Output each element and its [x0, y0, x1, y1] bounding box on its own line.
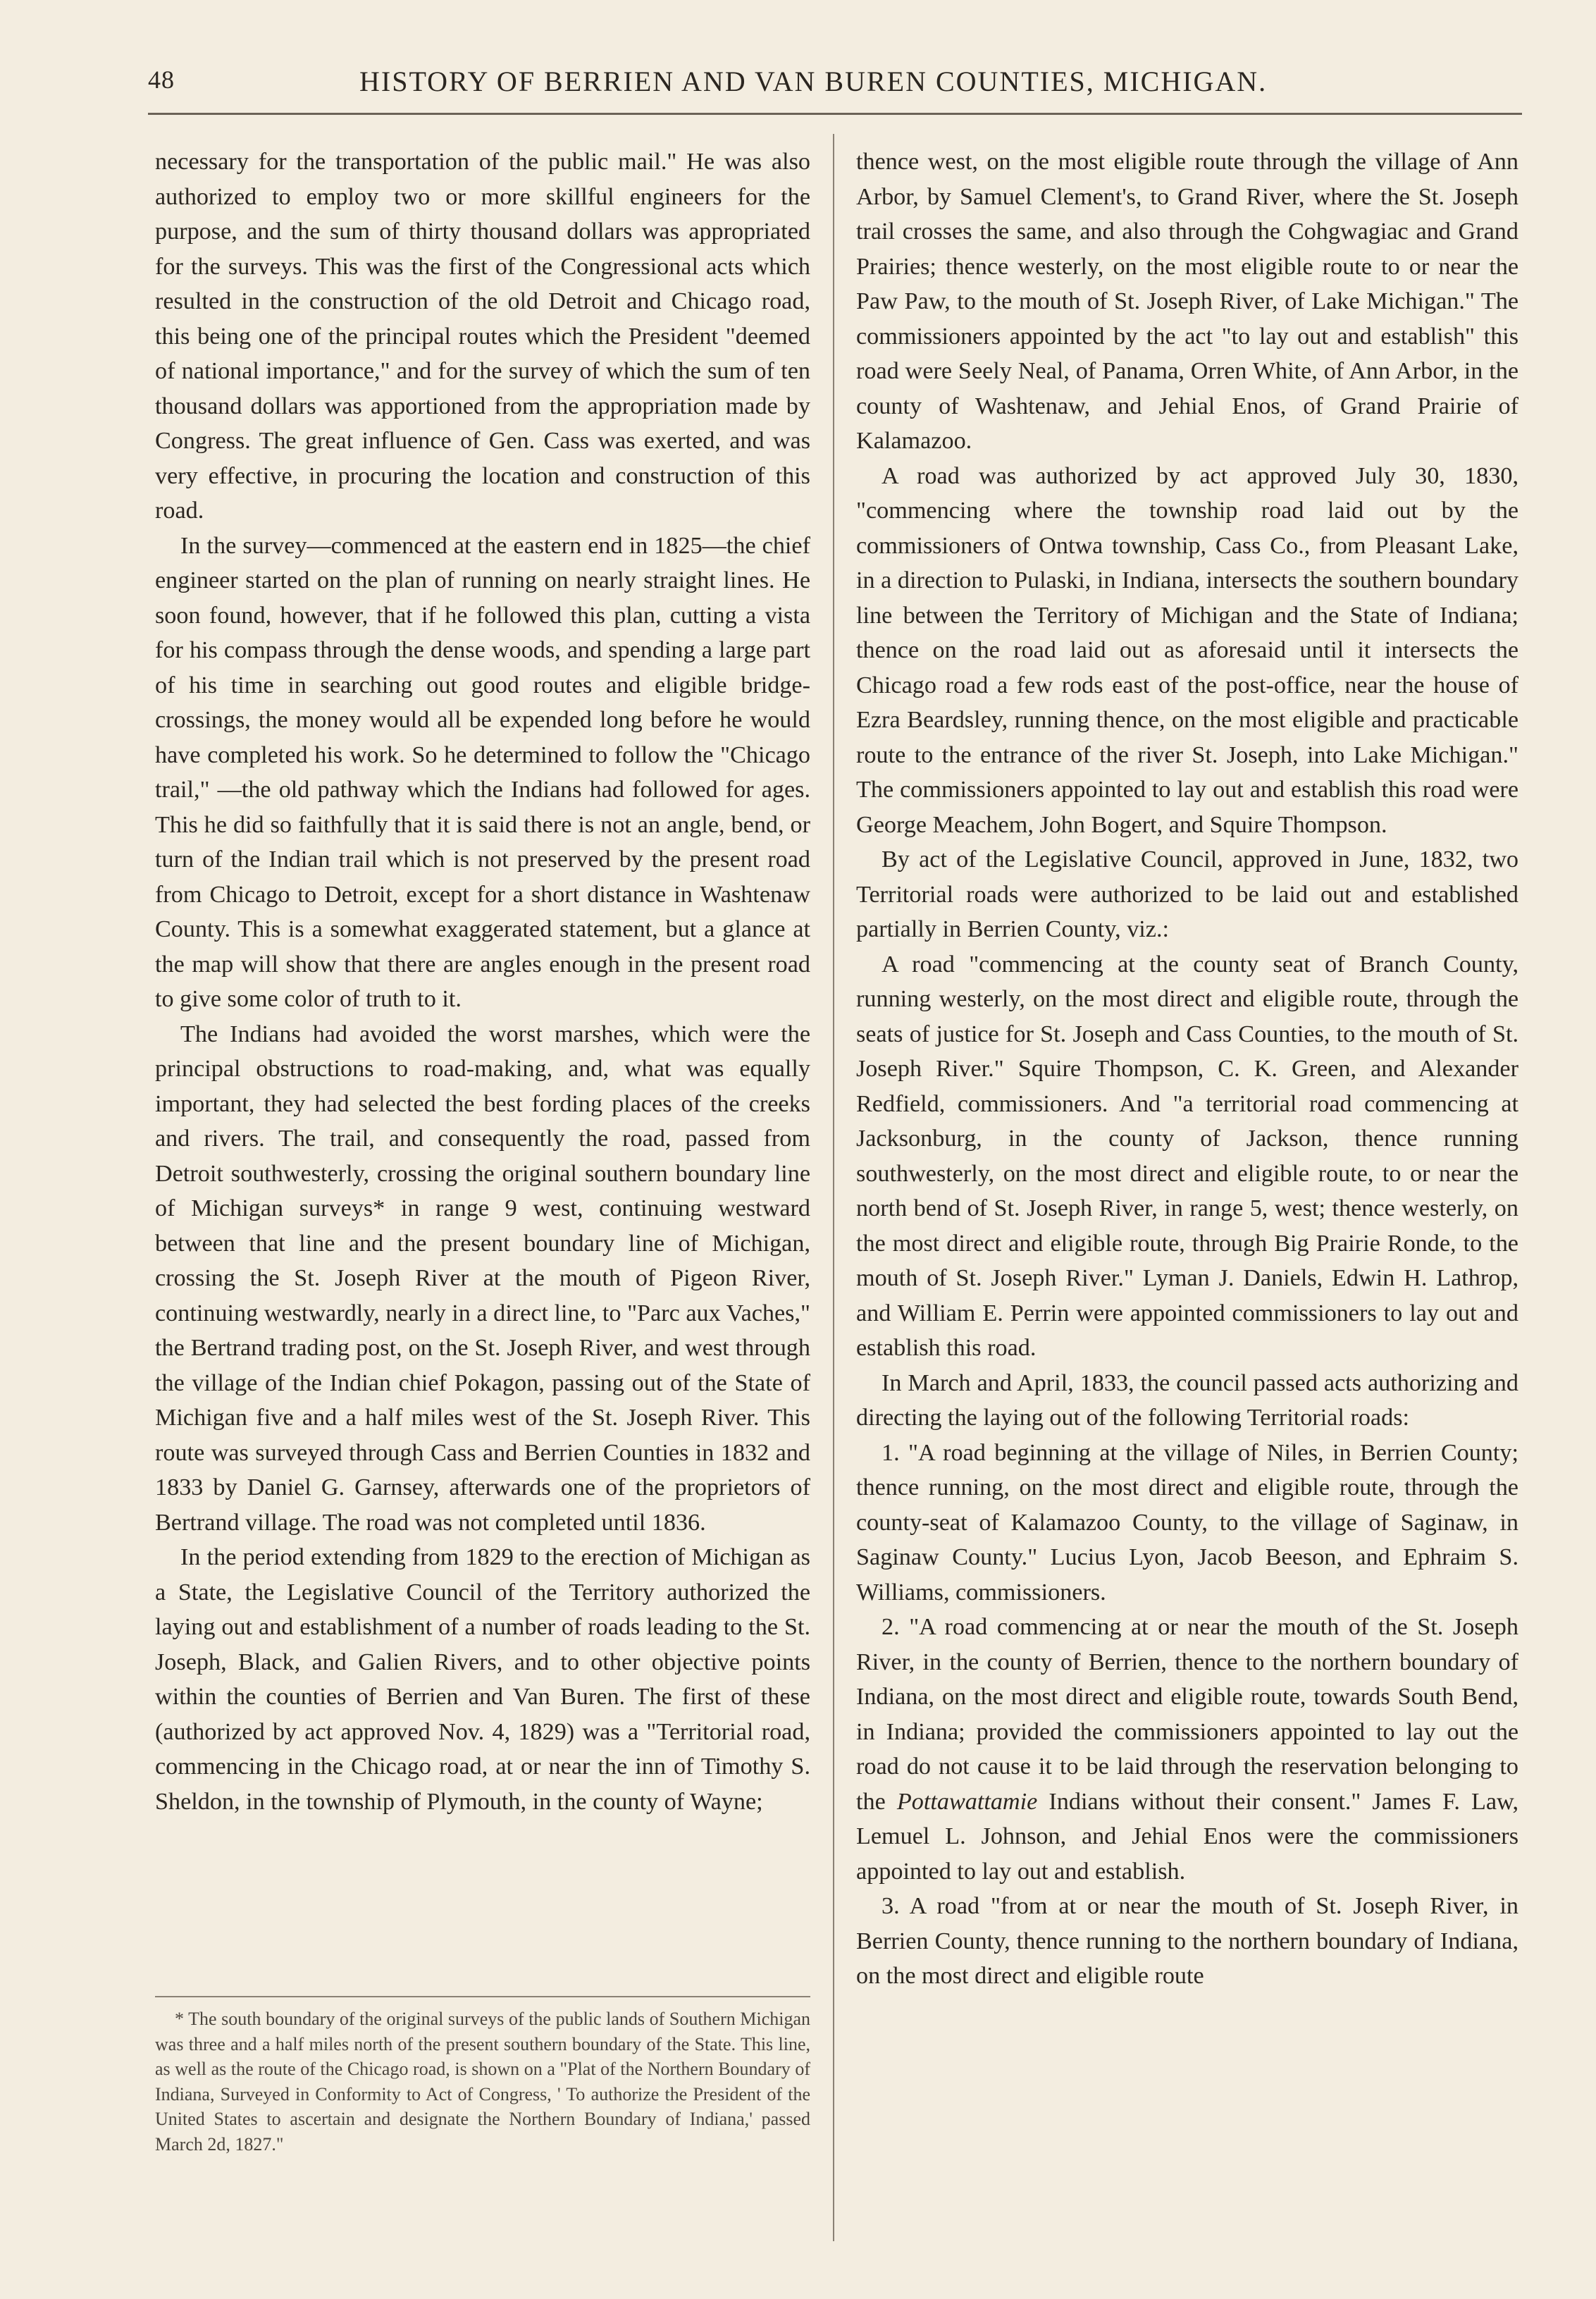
paragraph-text: 2. "A road commencing at or near the mouth of the St. Joseph River, in the county of Berrien, thence to the northern boundary of Indiana, on the most direct and eligible route, towards South Bend, in Indiana; provided the commissioners appointed to lay out the road do not cause it to be laid through the reservation belonging to the [856, 1614, 1518, 1815]
paragraph: necessary for the transportation of the public mail." He was also authorized to employ two or more skillful engineers for the purpose, and the sum of thirty thousand dollars was appropriated for the surveys. This was the first of the Congressional acts which resulted in the construction of the old Detroit and Chicago road, this being one of the principal routes which the President "deemed of national importance," and for the survey of which the sum of ten thousand dollars was apportioned from the appropriation made by Congress. The great influence of Gen. Cass was exerted, and was very effective, in procuring the location and construction of this road. [155, 149, 810, 524]
paragraph-text: Indians without their consent." James F. Law, Lemuel L. Johnson, and Jehial Enos were the commissioners appointed to lay out and establish. [856, 1788, 1519, 1885]
paragraph: By act of the Legislative Council, approved in June, 1832, two Territorial roads were authorized to be laid out and established partially in Berrien County, viz.: [856, 846, 1518, 942]
paragraph: In the period extending from 1829 to the erection of Michigan as a State, the Legislative Council of the Territory authorized the laying out and establishment of a number of roads leading to the St. Joseph, Black, and Galien Rivers, and to other objective points within the counties of Berrien and Van Buren. The first of these (authorized by act approved Nov. 4, 1829) was a "Territorial road, commencing in the Chicago road, at or near the inn of Timothy S. Sheldon, in the township of Plymouth, in the county of Wayne; [155, 1544, 810, 1815]
italic-term: Pottawattamie [896, 1788, 1038, 1815]
right-column [856, 144, 1518, 1994]
footnote-rule [155, 1996, 810, 1997]
column-divider [833, 134, 834, 2241]
running-head: HISTORY OF BERRIEN AND VAN BUREN COUNTIES, MICHIGAN. [359, 66, 1268, 97]
paragraph: A road was authorized by act approved July 30, 1830, "commencing where the township road laid out by the commissioners of Ontwa township, Cass Co., from Pleasant Lake, in a direction to Pulaski, in Indiana, intersects the southern boundary line between the Territory of Michigan and the State of Indiana; thence on the road laid out as aforesaid until it intersects the Chicago road a few rods east of the post-office, near the house of Ezra Beardsley, running thence, on the most eligible and practicable route to the entrance of the river St. Joseph, into Lake Michigan." The commissioners appointed to lay out and establish this road were George Meachem, John Bogert, and Squire Thompson. [856, 462, 1518, 838]
paragraph: 1. "A road beginning at the village of Niles, in Berrien County; thence running, on the most direct and eligible route, through the county-seat of Kalamazoo County, to the village of Saginaw, in Saginaw County." Lucius Lyon, Jacob Beeson, and Ephraim S. Williams, commissioners. [856, 1439, 1518, 1605]
paragraph [856, 1610, 1518, 1889]
page-number: 48 [148, 66, 175, 94]
paragraph: A road "commencing at the county seat of Branch County, running westerly, on the most direct and eligible route, through the seats of justice for St. Joseph and Cass Counties, to the mouth of St. Joseph River." Squire Thompson, C. K. Green, and Alexander Redfield, commissioners. And "a territorial road commencing at Jacksonburg, in the county of Jackson, thence running southwesterly, on the most direct and eligible route, to or near the north bend of St. Joseph River, in range 5, west; thence westerly, on the most direct and eligible route, through Big Prairie Ronde, to the mouth of St. Joseph River." Lyman J. Daniels, Edwin H. Lathrop, and William E. Perrin were appointed commissioners to lay out and establish this road. [856, 951, 1518, 1361]
paragraph: In March and April, 1833, the council passed acts authorizing and directing the laying out of the following Territorial roads: [856, 1369, 1518, 1431]
page-header [148, 65, 1473, 114]
paragraph: 3. A road "from at or near the mouth of St. Joseph River, in Berrien County, thence running to the northern boundary of Indiana, on the most direct and eligible route [856, 1893, 1518, 1989]
paragraph: thence west, on the most eligible route through the village of Ann Arbor, by Samuel Clement's, to Grand River, where the St. Joseph trail crosses the same, and also through the Cohgwagiac and Grand Prairies; thence westerly, on the most eligible route to or near the Paw Paw, to the mouth of St. Joseph River, of Lake Michigan." The commissioners appointed by the act "to lay out and establish" this road were Seely Neal, of Panama, Orren White, of Ann Arbor, in the county of Washtenaw, and Jehial Enos, of Grand Prairie of Kalamazoo. [856, 149, 1518, 454]
header-rule [148, 113, 1522, 115]
footnote-text: * The south boundary of the original surveys of the public lands of Southern Michigan was three and a half miles north of the present southern boundary of the State. This line, as well as the route of the Chicago road, is shown on a "Plat of the Northern Boundary of Indiana, Surveyed in Conformity to Act of Congress, ' To authorize the President of the United States to ascertain and designate the Northern Boundary of Indiana,' passed March 2d, 1827." [155, 2009, 810, 2155]
paragraph: The Indians had avoided the worst marshes, which were the principal obstructions to road-making, and, what was equally important, they had selected the best fording places of the creeks and rivers. The trail, and consequently the road, passed from Detroit southwesterly, crossing the original southern boundary line of Michigan surveys* in range 9 west, continuing westward between that line and the present boundary line of Michigan, crossing the St. Joseph River at the mouth of Pigeon River, continuing westwardly, nearly in a direct line, to "Parc aux Vaches," the Bertrand trading post, on the St. Joseph River, and west through the village of the Indian chief Pokagon, passing out of the State of Michigan five and a half miles west of the St. Joseph River. This route was surveyed through Cass and Berrien Counties in 1832 and 1833 by Daniel G. Garnsey, afterwards one of the proprietors of Bertrand village. The road was not completed until 1836. [155, 1021, 810, 1536]
paragraph: In the survey—commenced at the eastern end in 1825—the chief engineer started on the plan of running on nearly straight lines. He soon found, however, that if he followed this plan, cutting a vista for his compass through the dense woods, and spending a large part of his time in searching out good routes and eligible bridge-crossings, the money would all be expended long before he would have completed his work. So he determined to follow the "Chicago trail," —the old pathway which the Indians had followed for ages. This he did so faithfully that it is said there is not an angle, bend, or turn of the Indian trail which is not preserved by the present road from Chicago to Detroit, except for a short distance in Washtenaw County. This is a somewhat exaggerated statement, but a glance at the map will show that there are angles enough in the present road to give some color of truth to it. [155, 532, 810, 1012]
left-column [155, 144, 810, 1819]
footnote [155, 2007, 810, 2157]
